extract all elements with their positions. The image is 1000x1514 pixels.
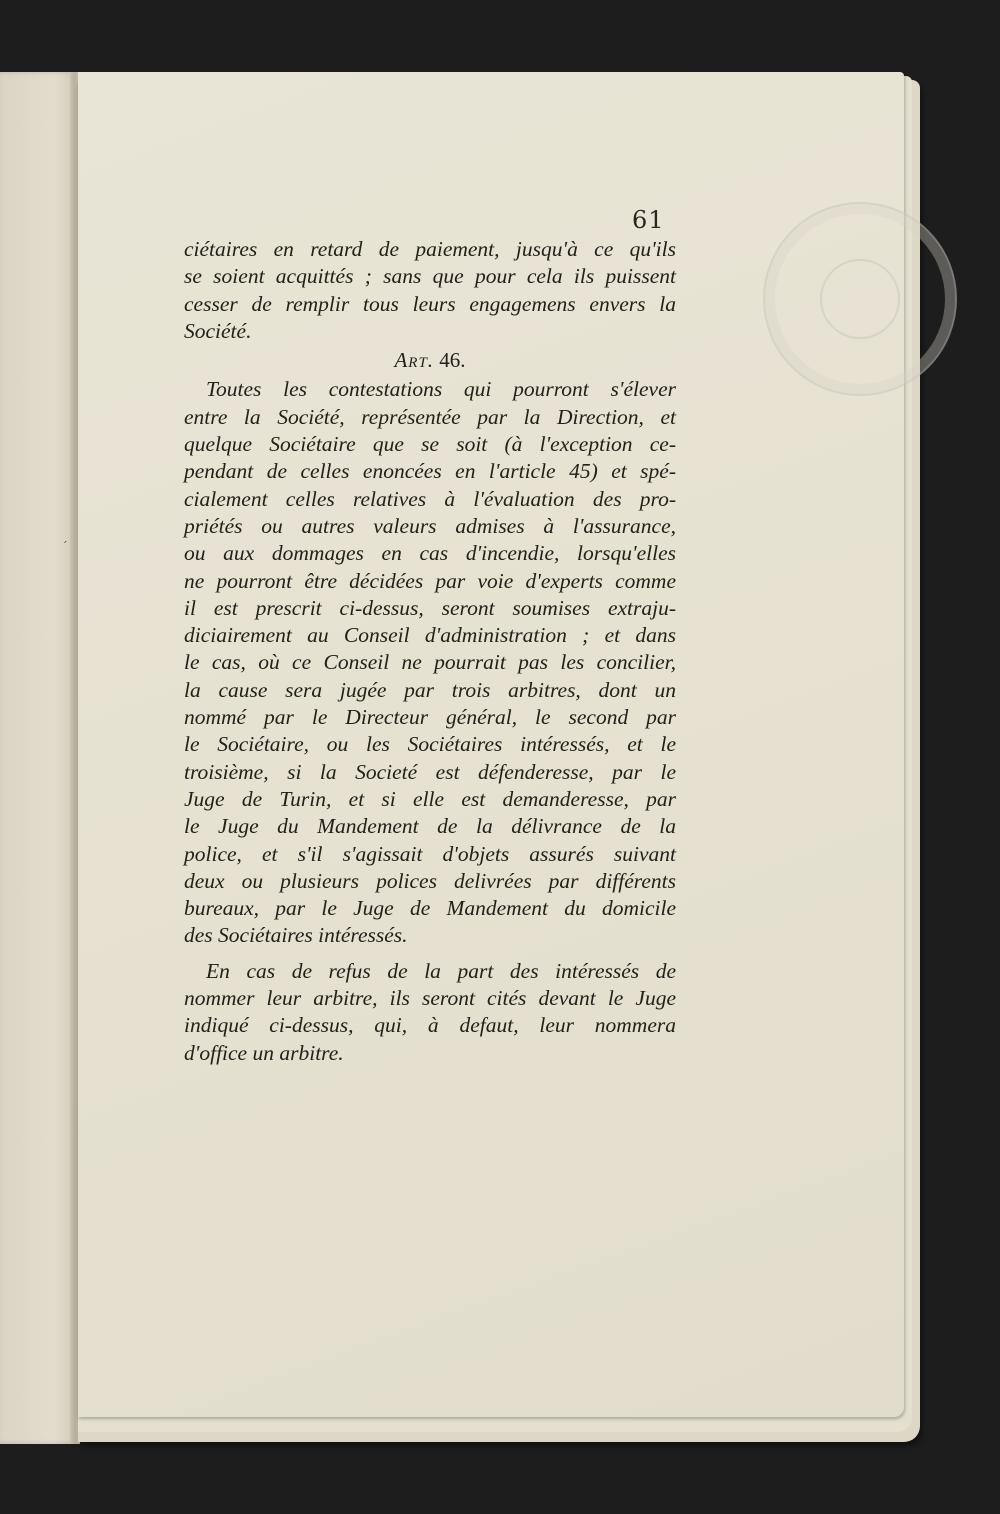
text-line: le Juge du Mandement de la délivrance de la — [184, 814, 676, 839]
article-number: 46. — [439, 348, 466, 373]
text-line: En cas de refus de la part des intéressés de — [206, 958, 676, 983]
embossed-seal — [763, 202, 957, 396]
text-line: des Sociétaires intéressés. — [184, 923, 408, 948]
text-line: le Sociétaire, ou les Sociétaires intéressés, et le — [184, 732, 676, 757]
text-line: ciétaires en retard de paiement, jusqu'à ce qu'ils — [184, 237, 676, 261]
text-line: indiqué ci-dessus, qui, à defaut, leur nommera — [184, 1013, 676, 1038]
text-line: quelque Sociétaire que se soit (à l'exception ce- — [184, 432, 676, 457]
fold-mark: ´ — [62, 540, 68, 553]
text-line: bureaux, par le Juge de Mandement du domicile — [184, 896, 676, 921]
text-line: Juge de Turin, et si elle est demanderesse, par — [184, 786, 676, 811]
text-line: il est prescrit ci-dessus, seront soumises extraju- — [184, 595, 676, 620]
text-line: entre la Société, représentée par la Direction, et — [184, 404, 676, 429]
text-line: d'office un arbitre. — [184, 1040, 344, 1065]
text-line: deux ou plusieurs polices delivrées par différents — [184, 868, 676, 893]
text-line: pendant de celles enoncées en l'article 45) et spé- — [184, 459, 676, 484]
page-number: 61 — [632, 206, 665, 234]
text-line: cesser de remplir tous leurs engagemens envers la — [184, 291, 676, 316]
text-line: le cas, où ce Conseil ne pourrait pas les concilier, — [184, 650, 676, 675]
text-line: la cause sera jugée par trois arbitres, dont un — [184, 677, 676, 702]
text-line: priétés ou autres valeurs admises à l'assurance, — [184, 513, 676, 538]
text-line: ou aux dommages en cas d'incendie, lorsqu'elles — [184, 541, 676, 566]
text-line: troisième, si la Societé est défenderesse, par le — [184, 759, 676, 784]
text-line: ne pourront être décidées par voie d'experts comme — [184, 568, 676, 593]
article-heading — [184, 347, 676, 374]
text-line: Toutes les contestations qui pourront s'élever — [206, 377, 676, 402]
text-line: se soient acquittés ; sans que pour cela ils puissent — [184, 264, 676, 289]
text-line: nommé par le Directeur général, le second par — [184, 705, 676, 730]
text-line: cialement celles relatives à l'évaluation des pro- — [184, 486, 676, 511]
text-line: diciairement au Conseil d'administration ; et dans — [184, 623, 676, 648]
page-text — [184, 236, 676, 1067]
text-line: police, et s'il s'agissait d'objets assurés suivant — [184, 841, 676, 866]
text-line: Société. — [184, 318, 252, 343]
text-line: nommer leur arbitre, ils seront cités devant le Juge — [184, 986, 676, 1011]
article-label: Art. — [394, 348, 435, 373]
paragraph-gap — [184, 950, 676, 958]
facing-page — [0, 72, 78, 1444]
